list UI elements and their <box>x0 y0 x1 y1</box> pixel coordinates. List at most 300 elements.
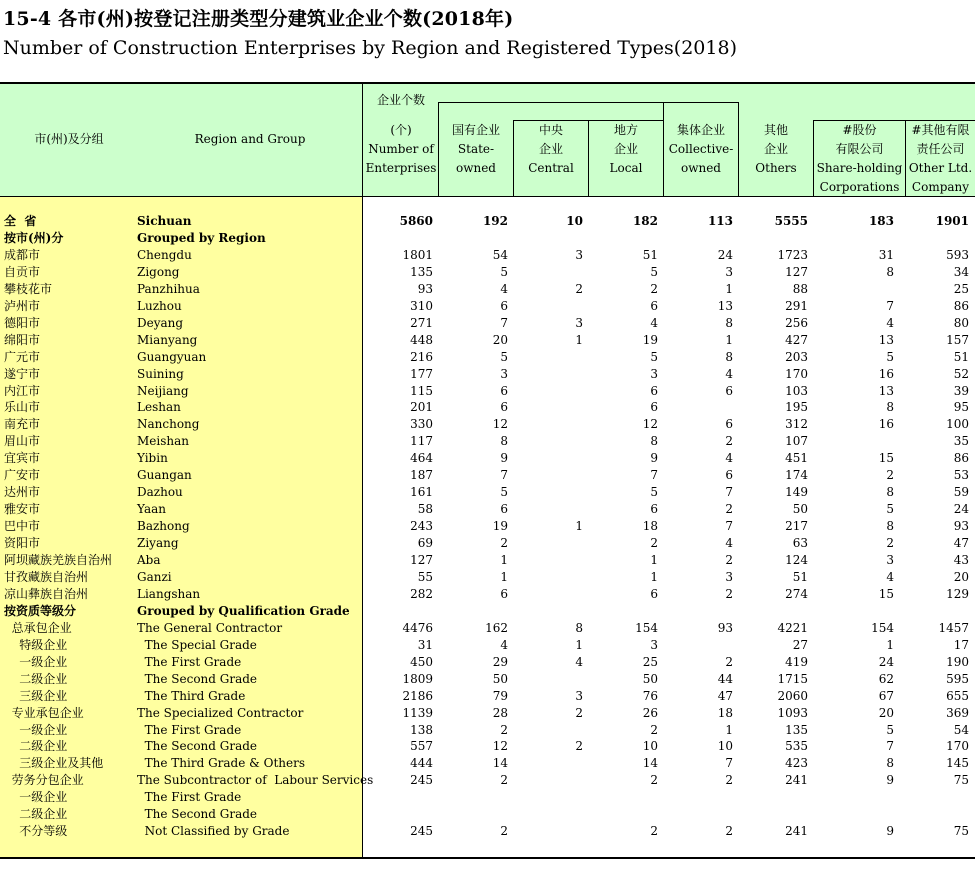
row-label-cn: 雅安市 <box>4 502 41 517</box>
row-label-cn: 二级企业 <box>4 739 68 754</box>
cell-collective: 10 <box>717 739 733 754</box>
row-label-cn: 凉山彝族自治州 <box>4 586 89 601</box>
cell-share-holding: 7 <box>886 298 894 313</box>
row-label-en: Nanchong <box>137 417 200 432</box>
cell-other-ltd: 86 <box>953 451 969 466</box>
row-label-cn: 广元市 <box>4 349 41 364</box>
cell-state-owned: 5 <box>500 485 508 500</box>
cell-collective: 2 <box>725 654 733 669</box>
cell-share-holding: 8 <box>886 400 894 415</box>
cell-other-ltd: 129 <box>946 586 969 601</box>
cell-central: 3 <box>575 688 583 703</box>
cell-other-ltd: 170 <box>946 739 969 754</box>
cell-share-holding: 20 <box>878 705 894 720</box>
row-label-en: Sichuan <box>137 214 192 228</box>
table-row <box>0 450 975 467</box>
table-row <box>0 298 975 315</box>
cell-other-ltd: 75 <box>953 824 969 839</box>
row-label-cn: 巴中市 <box>4 519 41 534</box>
row-label-cn: 专业承包企业 <box>4 705 84 720</box>
cell-central: 10 <box>566 214 583 228</box>
row-label-cn: 甘孜藏族自治州 <box>4 569 89 584</box>
row-label-en: Meishan <box>137 434 189 449</box>
cell-other-ltd: 655 <box>946 688 969 703</box>
table-row <box>0 535 975 552</box>
header-share-cn2: 有限公司 <box>835 142 884 156</box>
cell-share-holding: 154 <box>871 620 894 635</box>
cell-state-owned: 2 <box>500 824 508 839</box>
row-label-cn: 一级企业 <box>4 654 68 669</box>
cell-others: 291 <box>785 298 808 313</box>
row-label-cn: 达州市 <box>4 485 41 500</box>
row-label-en: Suining <box>137 366 184 381</box>
cell-enterprises: 245 <box>410 824 433 839</box>
table-row <box>0 569 975 586</box>
cell-others: 103 <box>785 383 808 398</box>
cell-central: 2 <box>575 739 583 754</box>
row-label-en: Grouped by Qualification Grade <box>137 603 350 618</box>
cell-local: 7 <box>650 468 658 483</box>
header-others-cn2: 企业 <box>763 142 788 156</box>
row-label-en: Chengdu <box>137 247 192 262</box>
cell-share-holding: 9 <box>886 824 894 839</box>
row-label-cn: 全 省 <box>4 214 37 228</box>
cell-state-owned: 9 <box>500 451 508 466</box>
cell-collective: 1 <box>725 281 733 296</box>
header-ltd-cn1: #其他有限 <box>911 123 970 137</box>
cell-others: 274 <box>785 586 808 601</box>
cell-enterprises: 1139 <box>402 705 433 720</box>
row-label-cn: 劳务分包企业 <box>4 773 84 788</box>
cell-local: 2 <box>650 722 658 737</box>
cell-share-holding: 16 <box>878 417 894 432</box>
row-label-en: Bazhong <box>137 519 190 534</box>
cell-others: 2060 <box>777 688 808 703</box>
cell-share-holding: 5 <box>886 722 894 737</box>
cell-share-holding: 31 <box>878 247 894 262</box>
cell-share-holding: 9 <box>886 773 894 788</box>
cell-collective: 4 <box>725 366 733 381</box>
table-row <box>0 383 975 400</box>
table-row <box>0 722 975 739</box>
row-label-cn: 内江市 <box>4 383 41 398</box>
cell-collective: 2 <box>725 553 733 567</box>
row-label-cn: 一级企业 <box>4 722 68 737</box>
cell-enterprises: 115 <box>410 383 433 398</box>
row-label-cn: 成都市 <box>4 247 41 262</box>
cell-local: 1 <box>650 553 658 567</box>
cell-state-owned: 29 <box>492 654 508 669</box>
cell-share-holding: 8 <box>886 264 894 279</box>
cell-collective: 13 <box>717 298 733 313</box>
row-label-cn: 三级企业及其他 <box>4 756 104 771</box>
cell-share-holding: 5 <box>886 349 894 364</box>
table-row <box>0 823 975 840</box>
cell-others: 535 <box>785 739 808 754</box>
row-label-cn: 乐山市 <box>4 400 41 415</box>
cell-enterprises: 282 <box>410 586 433 601</box>
cell-central: 1 <box>575 637 583 652</box>
cell-others: 312 <box>785 417 808 432</box>
header-enterprises-en2: Enterprises <box>365 161 437 175</box>
cell-central: 2 <box>575 281 583 296</box>
cell-enterprises: 201 <box>410 400 433 415</box>
row-label-en: Grouped by Region <box>137 230 266 245</box>
cell-enterprises: 310 <box>410 298 433 313</box>
row-label-cn: 绵阳市 <box>4 332 41 347</box>
cell-enterprises: 216 <box>410 349 433 364</box>
cell-others: 1715 <box>777 671 808 686</box>
cell-others: 419 <box>785 654 808 669</box>
cell-share-holding: 24 <box>878 654 894 669</box>
cell-local: 9 <box>650 451 658 466</box>
cell-share-holding: 13 <box>878 332 894 347</box>
cell-enterprises: 557 <box>410 739 433 754</box>
cell-other-ltd: 75 <box>953 773 969 788</box>
table-row <box>0 755 975 772</box>
cell-local: 8 <box>650 434 658 449</box>
cell-enterprises: 245 <box>410 773 433 788</box>
header-enterprises-unit: (个) <box>390 123 412 137</box>
cell-local: 26 <box>642 705 658 720</box>
cell-collective: 113 <box>707 214 733 228</box>
cell-share-holding: 13 <box>878 383 894 398</box>
cell-collective: 6 <box>725 417 733 432</box>
row-label-cn: 总承包企业 <box>4 620 72 635</box>
cell-collective: 93 <box>717 620 733 635</box>
row-label-en: Yaan <box>137 502 167 517</box>
cell-state-owned: 19 <box>492 519 508 534</box>
cell-other-ltd: 39 <box>953 383 969 398</box>
cell-local: 2 <box>650 824 658 839</box>
cell-state-owned: 3 <box>500 366 508 381</box>
cell-others: 451 <box>785 451 808 466</box>
header-others-en: Others <box>755 161 797 175</box>
row-label-cn: 广安市 <box>4 468 41 483</box>
cell-others: 63 <box>792 536 808 551</box>
cell-enterprises: 177 <box>410 366 433 381</box>
header-central-cn2: 企业 <box>538 142 563 156</box>
row-label-cn: 三级企业 <box>4 688 68 703</box>
cell-share-holding: 183 <box>868 214 894 228</box>
cell-state-owned: 2 <box>500 722 508 737</box>
cell-other-ltd: 43 <box>953 553 969 567</box>
cell-collective: 6 <box>725 468 733 483</box>
cell-local: 5 <box>650 349 658 364</box>
cell-state-owned: 20 <box>492 332 508 347</box>
header-collective-en1: Collective- <box>668 142 734 156</box>
table-row <box>0 671 975 688</box>
cell-state-owned: 1 <box>500 553 508 567</box>
cell-state-owned: 5 <box>500 349 508 364</box>
row-label-cn: 攀枝花市 <box>4 281 53 296</box>
cell-others: 5555 <box>774 214 808 228</box>
table-row <box>0 603 975 620</box>
cell-share-holding: 4 <box>886 315 894 330</box>
cell-enterprises: 127 <box>410 553 433 567</box>
cell-local: 2 <box>650 281 658 296</box>
row-label-en: The General Contractor <box>137 620 283 635</box>
cell-enterprises: 271 <box>410 315 433 330</box>
row-label-en: Deyang <box>137 315 184 330</box>
row-label-cn: 按资质等级分 <box>4 603 77 618</box>
cell-enterprises: 161 <box>410 485 433 500</box>
cell-others: 88 <box>792 281 808 296</box>
table-row <box>0 281 975 298</box>
cell-state-owned: 6 <box>500 400 508 415</box>
row-label-cn: 宜宾市 <box>4 451 41 466</box>
row-label-en: Not Classified by Grade <box>137 824 290 839</box>
row-label-cn: 泸州市 <box>4 298 41 313</box>
cell-enterprises: 31 <box>417 637 433 652</box>
table-row <box>0 789 975 806</box>
row-label-en: The Second Grade <box>137 671 258 686</box>
cell-enterprises: 4476 <box>402 620 433 635</box>
cell-others: 174 <box>785 468 808 483</box>
cell-local: 2 <box>650 773 658 788</box>
cell-collective: 24 <box>717 247 733 262</box>
cell-collective: 2 <box>725 434 733 449</box>
cell-other-ltd: 34 <box>953 264 969 279</box>
cell-state-owned: 5 <box>500 264 508 279</box>
row-label-en: The Second Grade <box>137 807 258 822</box>
cell-enterprises: 243 <box>410 519 433 534</box>
cell-share-holding: 8 <box>886 519 894 534</box>
header-central-en: Central <box>528 161 574 175</box>
cell-state-owned: 79 <box>492 688 508 703</box>
header-share-en2: Corporations <box>819 180 900 194</box>
cell-local: 3 <box>650 637 658 652</box>
cell-other-ltd: 593 <box>946 247 969 262</box>
table-row <box>0 772 975 789</box>
cell-other-ltd: 1901 <box>935 214 969 228</box>
cell-state-owned: 7 <box>500 468 508 483</box>
cell-central: 3 <box>575 315 583 330</box>
cell-central: 1 <box>575 519 583 534</box>
cell-state-owned: 7 <box>500 315 508 330</box>
cell-others: 256 <box>785 315 808 330</box>
cell-local: 6 <box>650 400 658 415</box>
table-row <box>0 416 975 433</box>
cell-state-owned: 1 <box>500 569 508 584</box>
cell-other-ltd: 190 <box>946 654 969 669</box>
cell-state-owned: 6 <box>500 586 508 601</box>
table-row <box>0 213 975 230</box>
cell-local: 6 <box>650 383 658 398</box>
table-row <box>0 518 975 535</box>
cell-others: 217 <box>785 519 808 534</box>
cell-collective: 47 <box>717 688 733 703</box>
row-label-cn: 特级企业 <box>4 637 68 652</box>
cell-local: 25 <box>642 654 658 669</box>
cell-others: 203 <box>785 349 808 364</box>
row-label-cn: 德阳市 <box>4 315 41 330</box>
table-row <box>0 806 975 823</box>
row-label-cn: 按市(州)分 <box>4 230 64 245</box>
cell-state-owned: 12 <box>492 417 508 432</box>
row-label-en: The Specialized Contractor <box>137 705 304 720</box>
cell-others: 127 <box>785 264 808 279</box>
header-state-cn: 国有企业 <box>451 123 500 137</box>
cell-central: 3 <box>575 247 583 262</box>
row-label-en: Leshan <box>137 400 181 415</box>
cell-other-ltd: 52 <box>953 366 969 381</box>
row-label-en: Aba <box>137 553 161 567</box>
cell-other-ltd: 145 <box>946 756 969 771</box>
header-share-cn1: #股份 <box>842 123 877 137</box>
row-label-en: Mianyang <box>137 332 198 347</box>
row-label-en: The First Grade <box>137 790 242 805</box>
cell-collective: 18 <box>717 705 733 720</box>
cell-state-owned: 50 <box>492 671 508 686</box>
cell-local: 14 <box>642 756 658 771</box>
cell-others: 27 <box>792 637 808 652</box>
header-enterprises-cn: 企业个数 <box>376 93 425 107</box>
cell-enterprises: 450 <box>410 654 433 669</box>
cell-enterprises: 69 <box>417 536 433 551</box>
cell-collective: 6 <box>725 383 733 398</box>
cell-local: 182 <box>632 214 658 228</box>
cell-state-owned: 162 <box>485 620 508 635</box>
cell-enterprises: 1809 <box>402 671 433 686</box>
row-label-en: The Special Grade <box>137 637 257 652</box>
cell-state-owned: 6 <box>500 298 508 313</box>
cell-enterprises: 138 <box>410 722 433 737</box>
row-label-cn: 资阳市 <box>4 536 41 551</box>
cell-share-holding: 3 <box>886 553 894 567</box>
cell-other-ltd: 17 <box>953 637 969 652</box>
cell-local: 12 <box>642 417 658 432</box>
cell-enterprises: 448 <box>410 332 433 347</box>
cell-other-ltd: 100 <box>946 417 969 432</box>
cell-others: 170 <box>785 366 808 381</box>
cell-collective: 8 <box>725 349 733 364</box>
cell-enterprises: 5860 <box>399 214 433 228</box>
cell-collective: 1 <box>725 332 733 347</box>
table-row <box>0 433 975 450</box>
row-label-cn: 阿坝藏族羌族自治州 <box>4 553 113 567</box>
header-collective-en2: owned <box>680 161 721 175</box>
cell-share-holding: 4 <box>886 569 894 584</box>
table-row <box>0 315 975 332</box>
cell-share-holding: 7 <box>886 739 894 754</box>
cell-state-owned: 12 <box>492 739 508 754</box>
row-label-cn: 二级企业 <box>4 807 68 822</box>
header-local-en: Local <box>609 161 643 175</box>
cell-other-ltd: 80 <box>953 315 969 330</box>
table-row <box>0 366 975 383</box>
cell-others: 50 <box>792 502 808 517</box>
cell-enterprises: 1801 <box>402 247 433 262</box>
row-label-en: Zigong <box>137 264 180 279</box>
header-others-cn1: 其他 <box>763 123 788 137</box>
header-local-cn1: 地方 <box>613 123 638 137</box>
row-label-en: Guangyuan <box>137 349 207 364</box>
cell-share-holding: 15 <box>878 451 894 466</box>
table-row <box>0 586 975 603</box>
cell-share-holding: 62 <box>878 671 894 686</box>
cell-others: 1093 <box>777 705 808 720</box>
cell-collective: 7 <box>725 519 733 534</box>
header-region-cn: 市(州)及分组 <box>34 132 104 146</box>
cell-central: 2 <box>575 705 583 720</box>
cell-collective: 2 <box>725 824 733 839</box>
header-share-en1: Share-holding <box>816 161 903 175</box>
cell-state-owned: 2 <box>500 773 508 788</box>
cell-local: 51 <box>642 247 658 262</box>
header-ltd-en1: Other Ltd. <box>908 161 973 175</box>
cell-enterprises: 464 <box>410 451 433 466</box>
cell-other-ltd: 47 <box>953 536 969 551</box>
cell-others: 124 <box>785 553 808 567</box>
row-label-en: The First Grade <box>137 654 242 669</box>
cell-local: 6 <box>650 298 658 313</box>
cell-other-ltd: 369 <box>946 705 969 720</box>
cell-collective: 3 <box>725 569 733 584</box>
row-label-cn: 遂宁市 <box>4 366 41 381</box>
cell-local: 76 <box>642 688 658 703</box>
cell-state-owned: 6 <box>500 502 508 517</box>
cell-local: 5 <box>650 485 658 500</box>
cell-share-holding: 16 <box>878 366 894 381</box>
cell-state-owned: 8 <box>500 434 508 449</box>
table-row <box>0 637 975 654</box>
table-row <box>0 688 975 705</box>
cell-enterprises: 187 <box>410 468 433 483</box>
cell-local: 6 <box>650 586 658 601</box>
row-label-cn: 自贡市 <box>4 264 41 279</box>
row-label-cn: 一级企业 <box>4 790 68 805</box>
row-label-en: The Subcontractor of Labour Services <box>137 773 374 788</box>
header-state-en2: owned <box>455 161 496 175</box>
header-ltd-cn2: 责任公司 <box>916 142 965 156</box>
cell-others: 135 <box>785 722 808 737</box>
cell-local: 2 <box>650 536 658 551</box>
header-enterprises-en1: Number of <box>368 142 434 156</box>
row-label-en: The Third Grade & Others <box>137 756 306 771</box>
cell-other-ltd: 93 <box>953 519 969 534</box>
table-row <box>0 501 975 518</box>
header-state-en1: State- <box>457 142 495 156</box>
cell-collective: 2 <box>725 502 733 517</box>
row-label-en: Dazhou <box>137 485 183 500</box>
table-row <box>0 230 975 247</box>
row-label-en: The Third Grade <box>137 688 246 703</box>
cell-others: 423 <box>785 756 808 771</box>
header-central-cn1: 中央 <box>538 123 563 137</box>
header-region-en: Region and Group <box>194 132 306 146</box>
row-label-en: Panzhihua <box>137 281 200 296</box>
row-label-cn: 不分等级 <box>4 824 68 839</box>
row-label-en: Neijiang <box>137 383 189 398</box>
cell-others: 241 <box>785 824 808 839</box>
cell-other-ltd: 54 <box>953 722 969 737</box>
cell-central: 4 <box>575 654 583 669</box>
table-row <box>0 349 975 366</box>
cell-local: 6 <box>650 502 658 517</box>
cell-enterprises: 444 <box>410 756 433 771</box>
cell-others: 1723 <box>777 247 808 262</box>
row-label-en: The First Grade <box>137 722 242 737</box>
cell-share-holding: 67 <box>878 688 894 703</box>
row-label-cn: 眉山市 <box>4 434 41 449</box>
row-label-cn: 二级企业 <box>4 671 68 686</box>
cell-others: 107 <box>785 434 808 449</box>
cell-collective: 7 <box>725 756 733 771</box>
cell-local: 1 <box>650 569 658 584</box>
header-divider <box>438 102 738 103</box>
header-local-cn2: 企业 <box>613 142 638 156</box>
